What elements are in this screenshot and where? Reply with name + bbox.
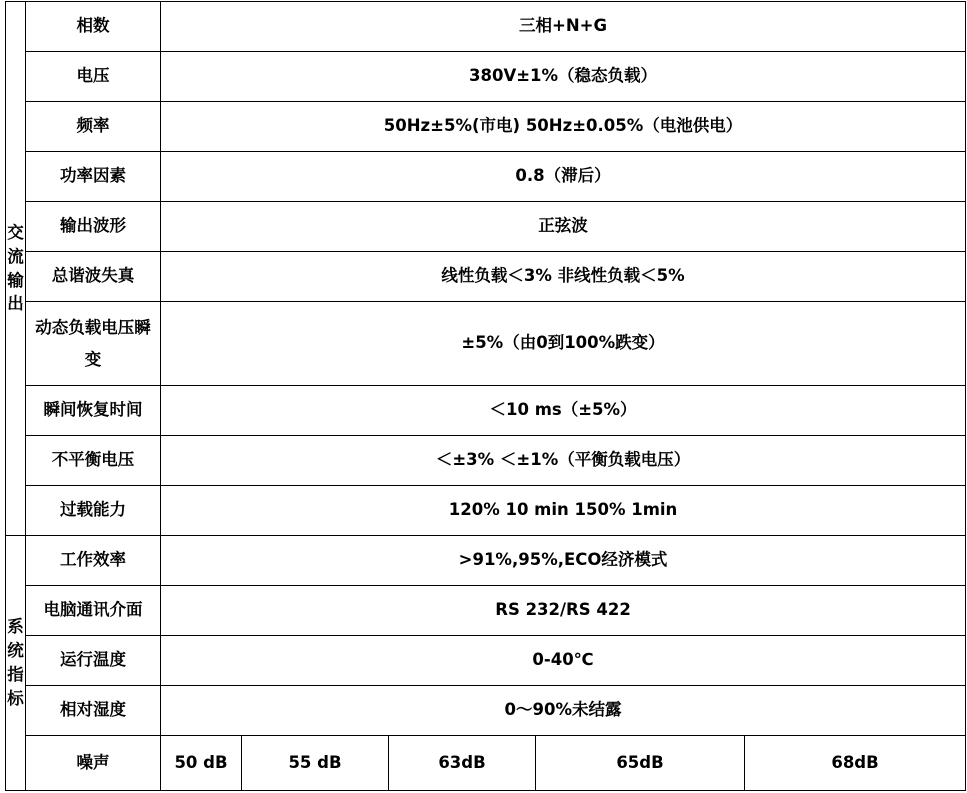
spec-row bbox=[6, 202, 966, 252]
noise-label: 噪声 bbox=[26, 736, 161, 791]
row-value: 0～90%未结露 bbox=[161, 686, 966, 736]
noise-value: 55 dB bbox=[242, 736, 389, 791]
row-label: 总谐波失真 bbox=[26, 252, 161, 302]
row-label: 电压 bbox=[26, 52, 161, 102]
spec-row bbox=[6, 636, 966, 686]
row-value: 0-40℃ bbox=[161, 636, 966, 686]
spec-row bbox=[6, 152, 966, 202]
group-label-system: 系统指标 bbox=[6, 536, 26, 791]
noise-row bbox=[6, 736, 966, 791]
spec-row bbox=[6, 586, 966, 636]
row-value: ±5%（由0到100%跌变） bbox=[161, 302, 966, 386]
spec-row bbox=[6, 686, 966, 736]
spec-row bbox=[6, 536, 966, 586]
row-label: 输出波形 bbox=[26, 202, 161, 252]
row-value: 线性负载＜3% 非线性负载＜5% bbox=[161, 252, 966, 302]
row-value: 120% 10 min 150% 1min bbox=[161, 486, 966, 536]
noise-value: 63dB bbox=[389, 736, 536, 791]
row-value: 380V±1%（稳态负载） bbox=[161, 52, 966, 102]
spec-row bbox=[6, 2, 966, 52]
spec-row bbox=[6, 302, 966, 386]
row-label: 功率因素 bbox=[26, 152, 161, 202]
row-label: 电脑通讯介面 bbox=[26, 586, 161, 636]
noise-value: 65dB bbox=[536, 736, 745, 791]
row-label: 不平衡电压 bbox=[26, 436, 161, 486]
spec-row bbox=[6, 386, 966, 436]
spec-row bbox=[6, 102, 966, 152]
row-value: 正弦波 bbox=[161, 202, 966, 252]
row-value: >91%,95%,ECO经济模式 bbox=[161, 536, 966, 586]
row-value: ＜±3% ＜±1%（平衡负载电压） bbox=[161, 436, 966, 486]
row-value: ＜10 ms（±5%） bbox=[161, 386, 966, 436]
spec-table bbox=[5, 1, 966, 791]
row-value: 50Hz±5%(市电) 50Hz±0.05%（电池供电） bbox=[161, 102, 966, 152]
spec-row bbox=[6, 52, 966, 102]
row-value: 0.8（滞后） bbox=[161, 152, 966, 202]
group-label-ac-output: 交流输出 bbox=[6, 2, 26, 536]
row-value: RS 232/RS 422 bbox=[161, 586, 966, 636]
spec-row bbox=[6, 252, 966, 302]
row-label: 频率 bbox=[26, 102, 161, 152]
spec-row bbox=[6, 486, 966, 536]
row-label: 相对湿度 bbox=[26, 686, 161, 736]
row-label: 过载能力 bbox=[26, 486, 161, 536]
row-value: 三相+N+G bbox=[161, 2, 966, 52]
noise-value: 68dB bbox=[745, 736, 966, 791]
row-label: 工作效率 bbox=[26, 536, 161, 586]
row-label: 相数 bbox=[26, 2, 161, 52]
row-label: 动态负载电压瞬变 bbox=[26, 302, 161, 386]
noise-value: 50 dB bbox=[161, 736, 242, 791]
row-label: 运行温度 bbox=[26, 636, 161, 686]
spec-row bbox=[6, 436, 966, 486]
row-label: 瞬间恢复时间 bbox=[26, 386, 161, 436]
